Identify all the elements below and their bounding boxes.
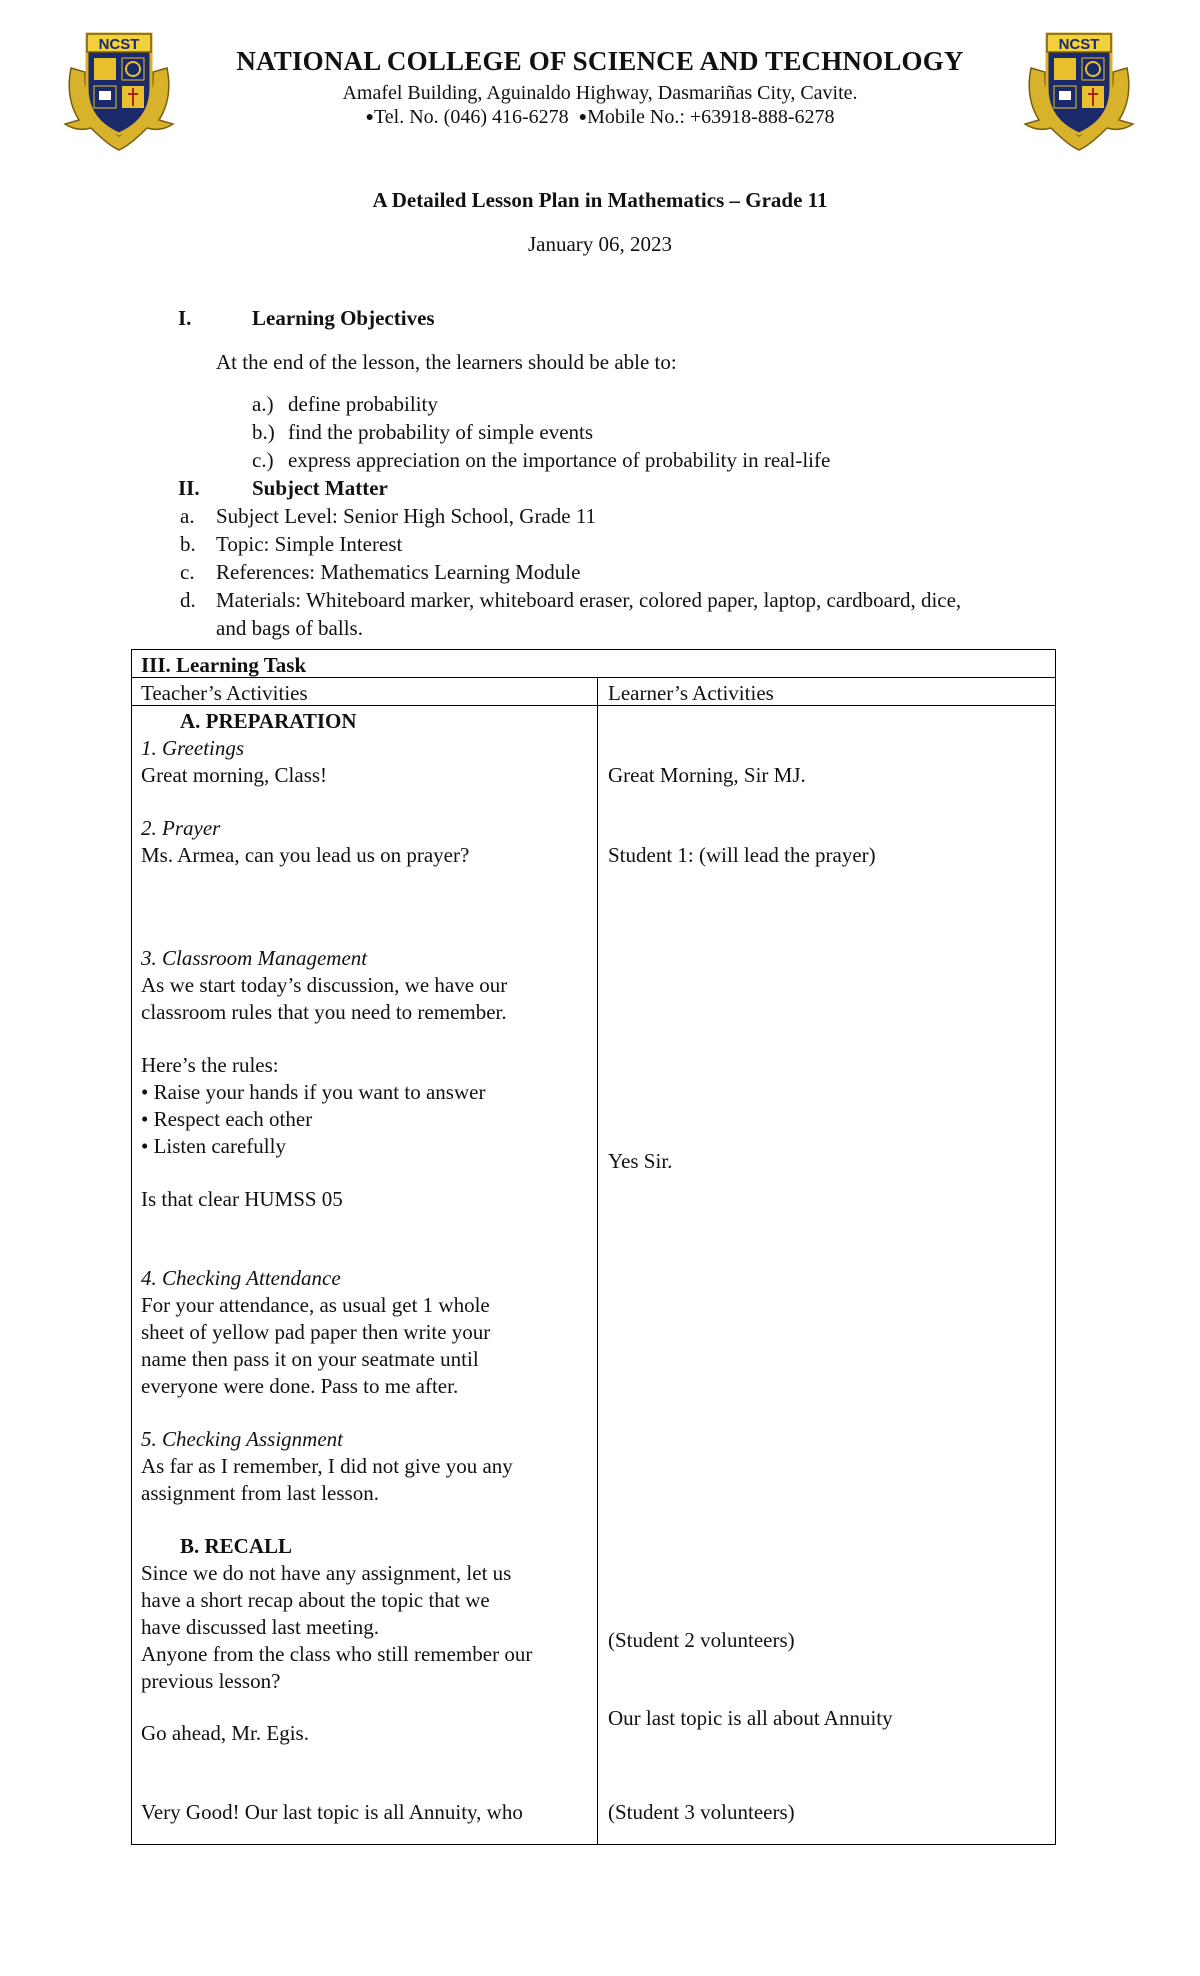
- objective-item: express appreciation on the importance of probability in real-life: [288, 448, 831, 472]
- learner-line: Our last topic is all about Annuity: [608, 1706, 893, 1730]
- learner-line: (Student 3 volunteers): [608, 1800, 795, 1824]
- teacher-line: Anyone from the class who still remember our: [141, 1642, 533, 1666]
- list-marker: d.: [180, 588, 196, 612]
- plan-title: A Detailed Lesson Plan in Mathematics – Grade 11: [372, 188, 828, 212]
- subject-item-continuation: and bags of balls.: [216, 616, 363, 640]
- list-marker: a.): [252, 392, 274, 416]
- list-marker: a.: [180, 504, 195, 528]
- rule-item: • Listen carefully: [141, 1134, 286, 1158]
- section-numeral: II.: [178, 476, 200, 500]
- teacher-line: Great morning, Class!: [141, 763, 328, 787]
- teacher-line: have a short recap about the topic that we: [141, 1588, 490, 1612]
- section-b-heading: B. RECALL: [180, 1534, 293, 1558]
- step-classroom-management: 3. Classroom Management: [141, 946, 368, 970]
- list-marker: c.): [252, 448, 274, 472]
- teacher-line: Here’s the rules:: [141, 1053, 279, 1077]
- teacher-line: previous lesson?: [141, 1669, 281, 1693]
- teacher-line: Very Good! Our last topic is all Annuity, who: [141, 1800, 523, 1824]
- teacher-line: Go ahead, Mr. Egis.: [141, 1721, 309, 1745]
- teacher-line: assignment from last lesson.: [141, 1481, 379, 1505]
- section-a-heading: A. PREPARATION: [180, 709, 357, 733]
- column-divider: [597, 677, 598, 1845]
- step-greetings: 1. Greetings: [141, 736, 245, 760]
- table-heading: III. Learning Task: [141, 653, 307, 677]
- list-marker: c.: [180, 560, 195, 584]
- tel-number: Tel. No. (046) 416-6278: [373, 106, 569, 128]
- list-marker: b.: [180, 532, 196, 556]
- subject-item: Materials: Whiteboard marker, whiteboard eraser, colored paper, laptop, cardboard, dice,: [216, 588, 962, 612]
- plan-date: January 06, 2023: [527, 232, 673, 256]
- subject-item: References: Mathematics Learning Module: [216, 560, 581, 584]
- objective-item: define probability: [288, 392, 438, 416]
- bullet-icon: ●: [365, 110, 374, 125]
- section-heading: Subject Matter: [252, 476, 388, 500]
- teacher-line: name then pass it on your seatmate until: [141, 1347, 479, 1371]
- svg-text:NCST: NCST: [1058, 36, 1100, 53]
- teacher-line: everyone were done. Pass to me after.: [141, 1374, 459, 1398]
- teacher-line: classroom rules that you need to remember.: [141, 1000, 507, 1024]
- mobile-number: Mobile No.: +63918-888-6278: [587, 106, 835, 128]
- teacher-line: Ms. Armea, can you lead us on prayer?: [141, 843, 470, 867]
- list-marker: b.): [252, 420, 275, 444]
- column-header-teacher: Teacher’s Activities: [141, 681, 308, 705]
- learner-line: Yes Sir.: [608, 1149, 673, 1173]
- teacher-line: For your attendance, as usual get 1 whole: [141, 1293, 490, 1317]
- step-checking-attendance: 4. Checking Attendance: [141, 1266, 341, 1290]
- institution-name: NATIONAL COLLEGE OF SCIENCE AND TECHNOLOGY: [236, 46, 964, 76]
- teacher-line: As far as I remember, I did not give you any: [141, 1454, 513, 1478]
- column-header-learner: Learner’s Activities: [608, 681, 774, 705]
- teacher-line: Is that clear HUMSS 05: [141, 1187, 343, 1211]
- teacher-line: As we start today’s discussion, we have our: [141, 973, 508, 997]
- subject-item: Topic: Simple Interest: [216, 532, 403, 556]
- teacher-line: sheet of yellow pad paper then write your: [141, 1320, 491, 1344]
- learner-line: (Student 2 volunteers): [608, 1628, 795, 1652]
- learner-line: Student 1: (will lead the prayer): [608, 843, 876, 867]
- objective-item: find the probability of simple events: [288, 420, 594, 444]
- step-checking-assignment: 5. Checking Assignment: [141, 1427, 344, 1451]
- rule-item: • Raise your hands if you want to answer: [141, 1080, 486, 1104]
- svg-text:NCST: NCST: [98, 36, 140, 53]
- subject-item: Subject Level: Senior High School, Grade 11: [216, 504, 597, 528]
- learner-line: Great Morning, Sir MJ.: [608, 763, 806, 787]
- institution-address: Amafel Building, Aguinaldo Highway, Dasmariñas City, Cavite.: [342, 82, 858, 104]
- section-heading: Learning Objectives: [252, 306, 435, 330]
- bullet-icon: ●: [578, 110, 588, 125]
- objectives-intro: At the end of the lesson, the learners should be able to:: [216, 350, 677, 374]
- step-prayer: 2. Prayer: [141, 816, 221, 840]
- teacher-line: have discussed last meeting.: [141, 1615, 379, 1639]
- teacher-line: Since we do not have any assignment, let us: [141, 1561, 512, 1585]
- rule-item: • Respect each other: [141, 1107, 313, 1131]
- contact-line: [0, 106, 1200, 129]
- section-numeral: I.: [178, 306, 192, 330]
